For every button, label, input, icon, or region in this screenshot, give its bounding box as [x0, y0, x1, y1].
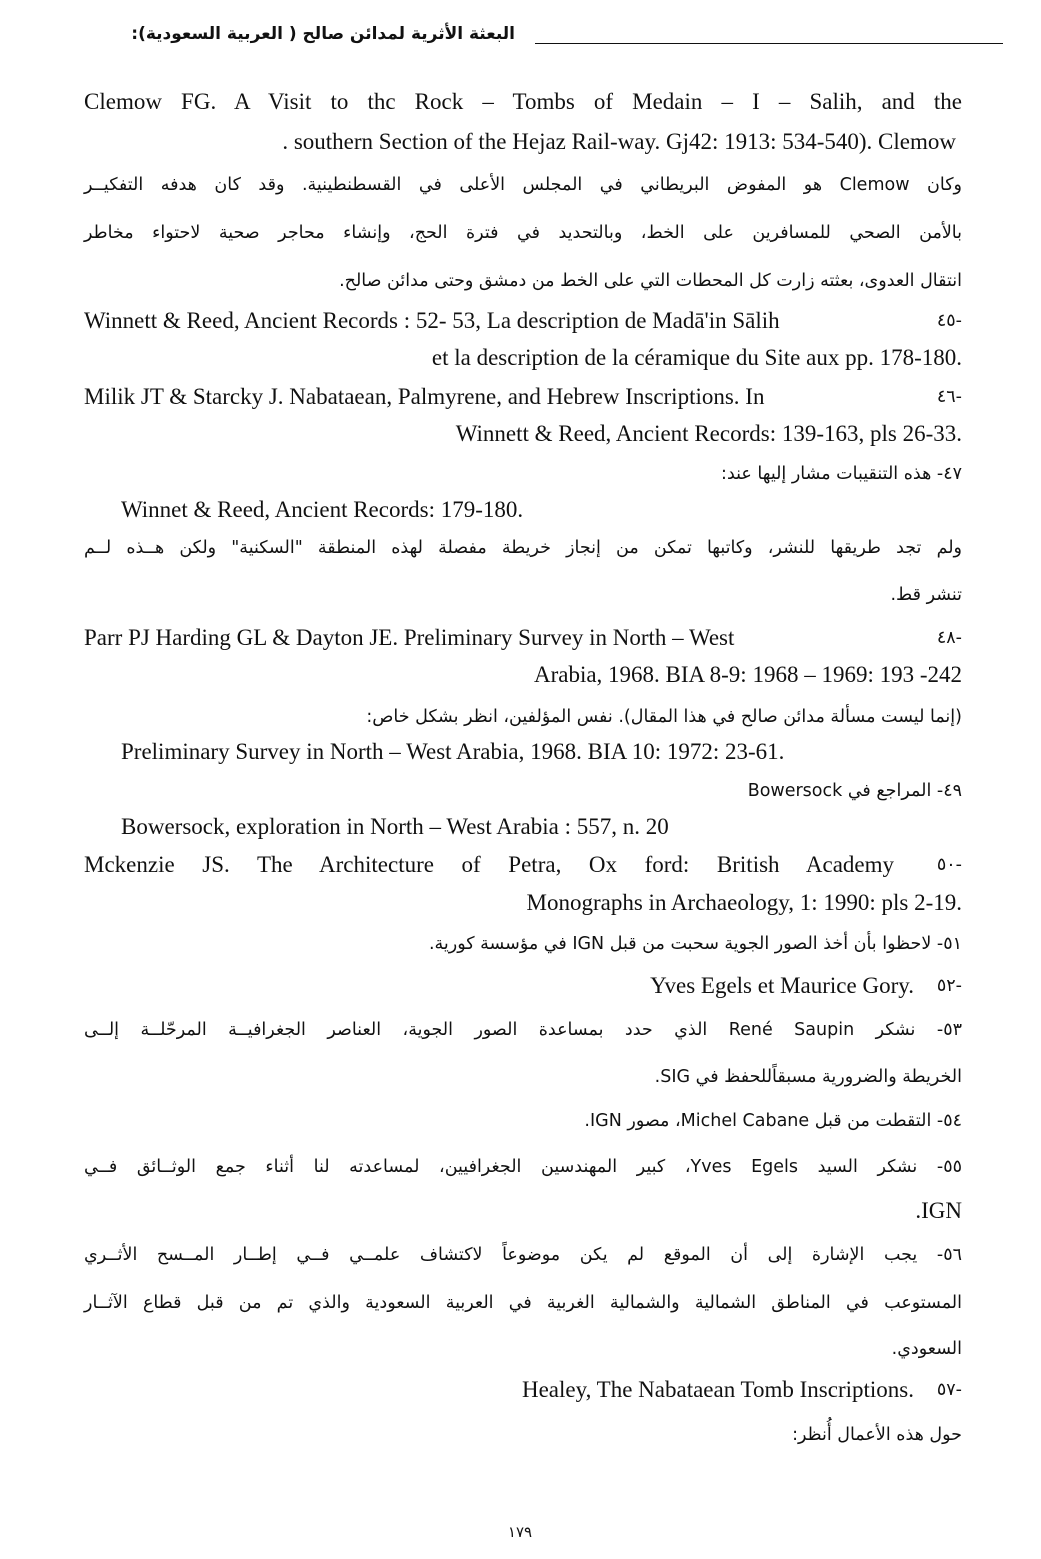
text-line: . southern Section of the Hejaz Rail-way. Gj42: 1913: 534-540). Clemow: [282, 129, 956, 154]
text-line: (إنما ليست مسألة مدائن صالح في هذا المقال). نفس المؤلفين، انظر بشكل خاص:: [366, 707, 962, 727]
text-line: ٥١- لاحظوا بأن أخذ الصور الجوية سحبت من قبل IGN في مؤسسة كورية.: [428, 934, 962, 954]
text-line: تنشر قط.: [890, 585, 962, 605]
text-line: Preliminary Survey in North – West Arabia, 1968. BIA 10: 1972: 23-61.: [121, 739, 785, 764]
text-line: بالأمن الصحي للمسافرين على الخط، وبالتحديد في فترة الحج، وإنشاء محاجر صحية لاحتواء مخاطر: [84, 223, 962, 243]
text-line: Winnet & Reed, Ancient Records: 179-180.: [121, 497, 524, 522]
text-line: Clemow FG. A Visit to thc Rock – Tombs of Medain – I – Salih, and the: [84, 89, 962, 114]
text-line: ٥٤- التقطت من قبل Michel Cabane، مصور IGN.: [584, 1111, 962, 1131]
text-line: السعودي.: [891, 1339, 962, 1359]
text-line: Mckenzie JS. The Architecture of Petra, Ox ford: British Academy: [84, 852, 894, 877]
text-line: Monographs in Archaeology, 1: 1990: pls 2-19.: [526, 890, 962, 915]
text-line: ٥٦- يجب الإشارة إلى أن الموقع لم يكن موضوعاً لاكتشاف علمــي فــي إطــار المــسح الأثــري: [84, 1245, 962, 1265]
text-line: انتقال العدوى، بعثته زارت كل المحطات التي على الخط من دمشق وحتى مدائن صالح.: [339, 271, 962, 291]
text-line: حول هذه الأعمال أُنظر:: [792, 1425, 962, 1445]
text-line: ٤٩- المراجع في Bowersock: [747, 781, 962, 801]
running-header: البعثة الأثرية لمدائن صالح ( العربية السعودية):: [131, 24, 515, 44]
text-line: ٤٧- هذه التنقيبات مشار إليها عند:: [721, 464, 962, 484]
text-line: ٥٣- نشكر René Saupin الذي حدد بمساعدة الصور الجوية، العناصر الجغرافيــة المرحّلــة إلــى: [84, 1020, 962, 1040]
footnote-number: -٥٠: [936, 855, 962, 875]
text-line: وكان Clemow هو المفوض البريطاني في المجلس الأعلى في القسطنطينية. وقد كان هدفه التفكيــر: [84, 175, 963, 195]
text-line: Parr PJ Harding GL & Dayton JE. Preliminary Survey in North – West: [84, 625, 735, 650]
text-line: Yves Egels et Maurice Gory.: [650, 973, 914, 998]
text-line: الخريطة والضرورية مسبقاًللحفظ في SIG.: [654, 1067, 962, 1087]
text-line: Healey, The Nabataean Tomb Inscriptions.: [521, 1377, 914, 1402]
text-line: Arabia, 1968. BIA 8-9: 1968 – 1969: 193 -242: [533, 662, 962, 687]
text-line: Winnett & Reed, Ancient Records : 52- 53, La description de Madā'in Sālih: [84, 308, 780, 333]
footnote-number: -٤٨: [936, 628, 962, 648]
text-line: المستوعب في المناطق الشمالية والشمالية الغربية في العربية السعودية والذي تم من قبل قطاع الآثــار: [84, 1293, 962, 1313]
page-number: ١٧٩: [507, 1523, 533, 1541]
text-line: ولم تجد طريقها للنشر، وكاتبها تمكن من إنجاز خريطة مفصلة لهذه المنطقة "السكنية" ولكن هــذه لــم: [84, 538, 962, 558]
text-line: .IGN: [915, 1198, 962, 1223]
text-line: ٥٥- نشكر السيد Yves Egels، كبير المهندسين الجغرافيين، لمساعدته لنا أثناء جمع الوثــائق فــي: [84, 1157, 963, 1177]
text-line: Winnett & Reed, Ancient Records: 139-163, pls 26-33.: [455, 421, 962, 446]
footnote-number: -٥٢: [936, 976, 962, 996]
footnote-number: -٥٧: [936, 1380, 962, 1400]
header-rule: [535, 43, 1003, 44]
text-line: et la description de la céramique du Site aux pp. 178-180.: [431, 345, 962, 370]
footnote-number: -٤٥: [936, 311, 962, 331]
text-line: Milik JT & Starcky J. Nabataean, Palmyrene, and Hebrew Inscriptions. In: [84, 384, 765, 409]
footnote-number: -٤٦: [936, 387, 962, 407]
text-line: Bowersock, exploration in North – West Arabia : 557, n. 20: [121, 814, 669, 839]
